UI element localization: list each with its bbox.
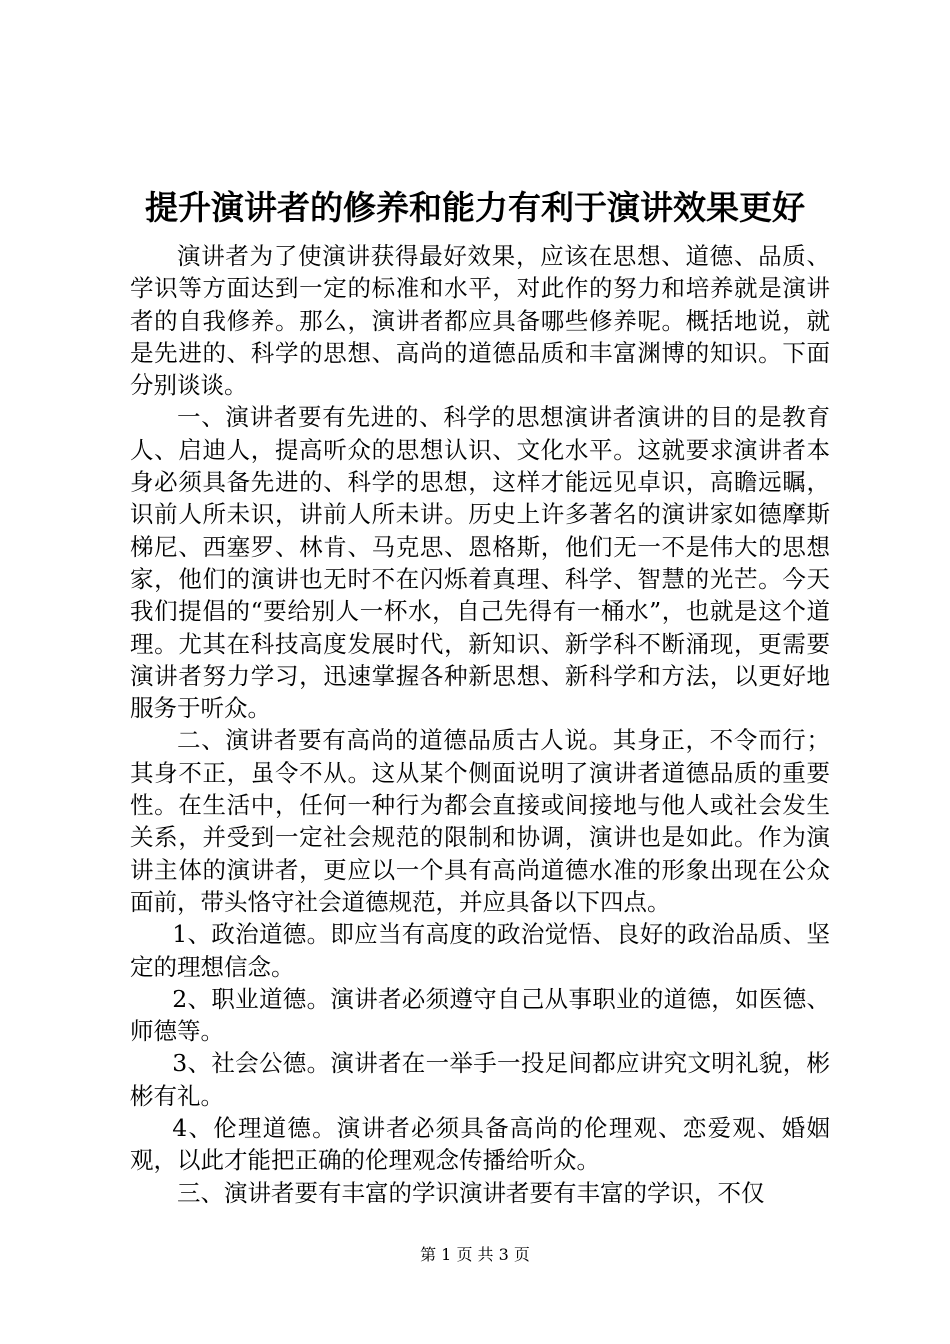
page-footer: 第 1 页 共 3 页 <box>420 1245 530 1264</box>
list-item-professional-ethics: 2、职业道德。演讲者必须遵守自己从事职业的道德，如医德、师德等。 <box>130 984 830 1046</box>
list-item-social-ethics: 3、社会公德。演讲者在一举手一投足间都应讲究文明礼貌，彬彬有礼。 <box>130 1049 830 1110</box>
paragraph-section-2: 二、演讲者要有高尚的道德品质古人说。其身正，不令而行；其身不正，虽令不从。这从某个侧面说明了演讲者道德品质的重要性。在生活中，任何一种行为都会直接或间接地与他人或社会发生关系，并受到一定社会规范的限制和协调，演讲也是如此。作为演讲主体的演讲者，更应以一个具有高尚道德水准的形象出现在公众面前，带头恪守社会道德规范，并应具备以下四点。 <box>130 726 830 916</box>
page-title: 提升演讲者的修养和能力有利于演讲效果更好 <box>145 188 805 227</box>
paragraph-section-3: 三、演讲者要有丰富的学识演讲者要有丰富的学识，不仅 <box>177 1178 765 1207</box>
paragraph-intro: 演讲者为了使演讲获得最好效果，应该在思想、道德、品质、学识等方面达到一定的标准和水平，对此作的努力和培养就是演讲者的自我修养。那么，演讲者都应具备哪些修养呢。概括地说，就是先进的、科学的思想、高尚的道德品质和丰富渊博的知识。下面分别谈谈。 <box>130 242 830 400</box>
document-body <box>130 240 830 1209</box>
paragraph-section-1: 一、演讲者要有先进的、科学的思想演讲者演讲的目的是教育人、启迪人，提高听众的思想认识、文化水平。这就要求演讲者本身必须具备先进的、科学的思想，这样才能远见卓识，高瞻远瞩，识前人所未识，讲前人所未讲。历史上许多著名的演讲家如德摩斯梯尼、西塞罗、林肯、马克思、恩格斯，他们无一不是伟大的思想家，他们的演讲也无时不在闪烁着真理、科学、智慧的光芒。今天我们提倡的“要给别人一杯水，自己先得有一桶水”，也就是这个道理。尤其在科技高度发展时代，新知识、新学科不断涌现，更需要演讲者努力学习，迅速掌握各种新思想、新科学和方法，以更好地服务于听众。 <box>130 403 830 723</box>
list-item-family-ethics: 4、伦理道德。演讲者必须具备高尚的伦理观、恋爱观、婚姻观，以此才能把正确的伦理观念传播给听众。 <box>130 1114 830 1175</box>
list-item-political-ethics: 1、政治道德。即应当有高度的政治觉悟、良好的政治品质、坚定的理想信念。 <box>130 920 830 981</box>
